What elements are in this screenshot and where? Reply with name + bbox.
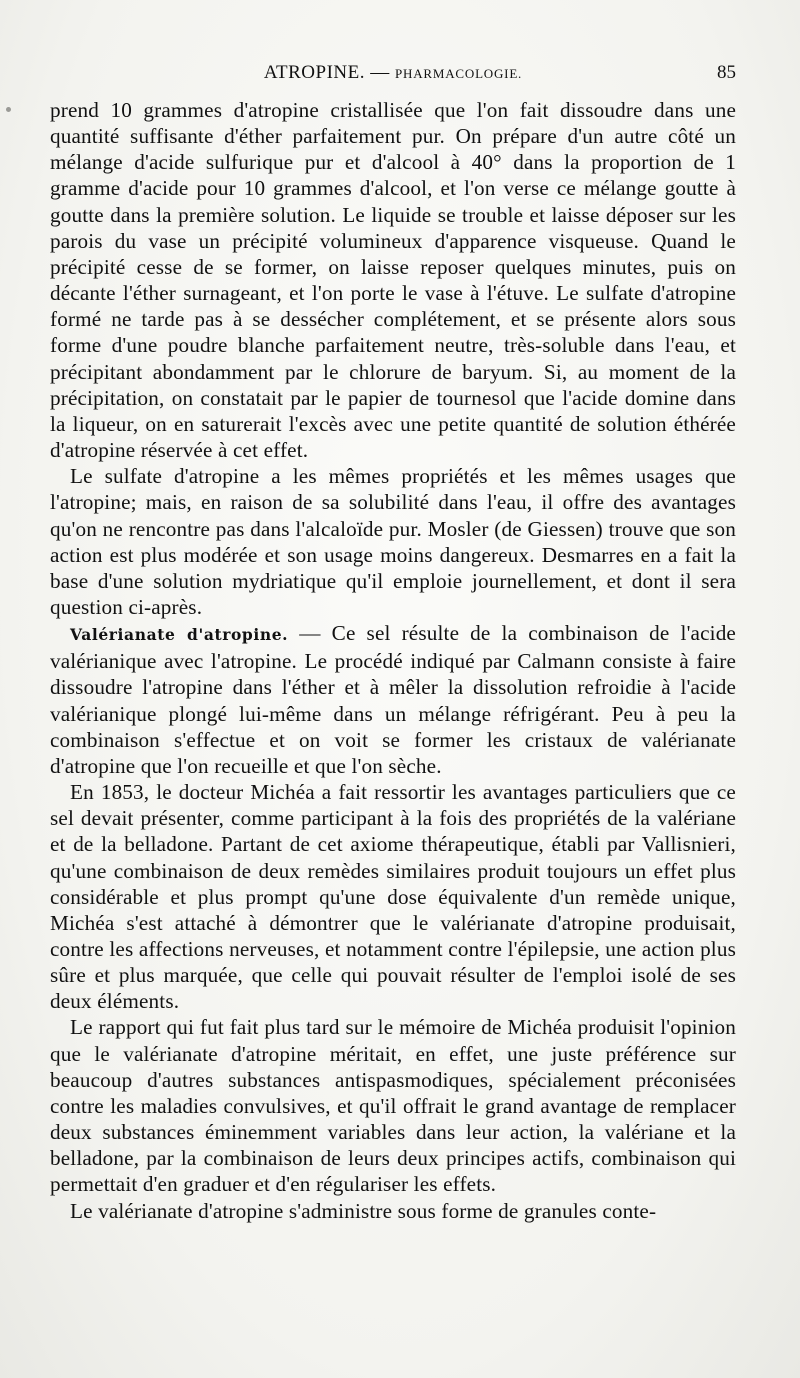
paragraph-valerianate-text: Ce sel résulte de la combinaison de l'acide valérianique avec l'atropine. Le procédé indiqué par Calmann consiste à faire dissoudre l'atropine dans l'éther et à mêler la dissolution refroidie à l'acide valérianique plongé lui-même dans un mélange réfrigérant. Peu à peu la combinaison s'effectue et on voit se former les cristaux de valérianate d'atropine que l'on recueille et que l'on sèche. xyxy=(50,621,736,778)
running-header xyxy=(50,60,736,88)
paragraph-valerianate: Valérianate d'atropine. — Ce sel résulte de la combinaison de l'acide valérianique avec l'atropine. Le procédé indiqué par Calmann consiste à faire dissoudre l'atropine dans l'éther et à mêler la dissolution refroidie à l'acide valérianique plongé lui-même dans un mélange réfrigérant. Peu à peu la combinaison s'effectue et on voit se former les cristaux de valérianate d'atropine que l'on recueille et que l'on sèche. xyxy=(50,621,736,778)
paragraph-continuation: prend 10 grammes d'atropine cristallisée que l'on fait dissoudre dans une quantité suffisante d'éther parfaitement pur. On prépare d'un autre côté un mélange d'acide sulfurique pur et d'alcool à 40° dans la proportion de 1 gramme d'acide pour 10 grammes d'alcool, et l'on verse ce mélange goutte à goutte dans la première solution. Le liquide se trouble et laisse déposer sur les parois du vase un précipité volumineux d'apparence visqueuse. Quand le précipité cesse de se former, on laisse reposer quelques minutes, puis on décante l'éther surnageant, et l'on porte le vase à l'étuve. Le sulfate d'atropine formé ne tarde pas à se dessécher complétement, et se présente alors sous forme d'une poudre blanche parfaitement neutre, très-soluble dans l'eau, et précipitant abondamment par le chlorure de baryum. Si, au moment de la précipitation, on constatait par le papier de tournesol que l'acide domine dans la liqueur, on en saturerait l'excès avec une petite quantité de solution éthérée d'atropine réservée à cet effet. xyxy=(50,98,736,463)
header-subtitle: PHARMACOLOGIE. xyxy=(394,66,523,81)
section-heading: Valérianate d'atropine. xyxy=(70,625,289,645)
paragraph-sulfate-usage: Le sulfate d'atropine a les mêmes propriétés et les mêmes usages que l'atropine; mais, en raison de sa solubilité dans l'eau, il offre des avantages qu'on ne rencontre pas dans l'alcaloïde pur. Mosler (de Giessen) trouve que son action est plus modérée et son usage moins dangereux. Desmarres en a fait la base d'une solution mydriatique qu'il emploie journellement, et dont il sera question ci-après. xyxy=(50,464,736,619)
paragraph-michea-1853: En 1853, le docteur Michéa a fait ressortir les avantages particuliers que ce sel devait présenter, comme participant à la fois des propriétés de la valériane et de la belladone. Partant de cet axiome thérapeutique, établi par Vallisnieri, qu'une combinaison de deux remèdes similaires produit toujours un effet plus considérable et plus prompt qu'une dose équivalente d'un remède unique, Michéa s'est attaché à démontrer que le valérianate d'atropine produisait, contre les affections nerveuses, et notamment contre l'épilepsie, une action plus sûre et plus marquée, que celle qui pouvait résulter de l'emploi isolé de ses deux éléments. xyxy=(50,780,736,1014)
running-title xyxy=(50,62,736,84)
paragraph-administration: Le valérianate d'atropine s'administre sous forme de granules conte- xyxy=(70,1198,657,1223)
paragraph-rapport: Le rapport qui fut fait plus tard sur le mémoire de Michéa produisit l'opinion que le valérianate d'atropine méritait, en effet, une juste préférence sur beaucoup d'autres substances antispasmodiques, spécialement préconisées contre les maladies convulsives, et qu'il offrait le grand avantage de remplacer deux substances éminemment variables dans leur action, la valériane et la belladone, par la combinaison de leurs deux principes actifs, combinaison qui permettait d'en graduer et d'en régulariser les effets. xyxy=(50,1015,736,1197)
page-number: 85 xyxy=(717,62,736,83)
header-title: ATROPINE. xyxy=(263,62,365,83)
page-body xyxy=(50,97,736,1224)
margin-speck xyxy=(6,107,11,112)
header-separator: — xyxy=(370,62,390,83)
